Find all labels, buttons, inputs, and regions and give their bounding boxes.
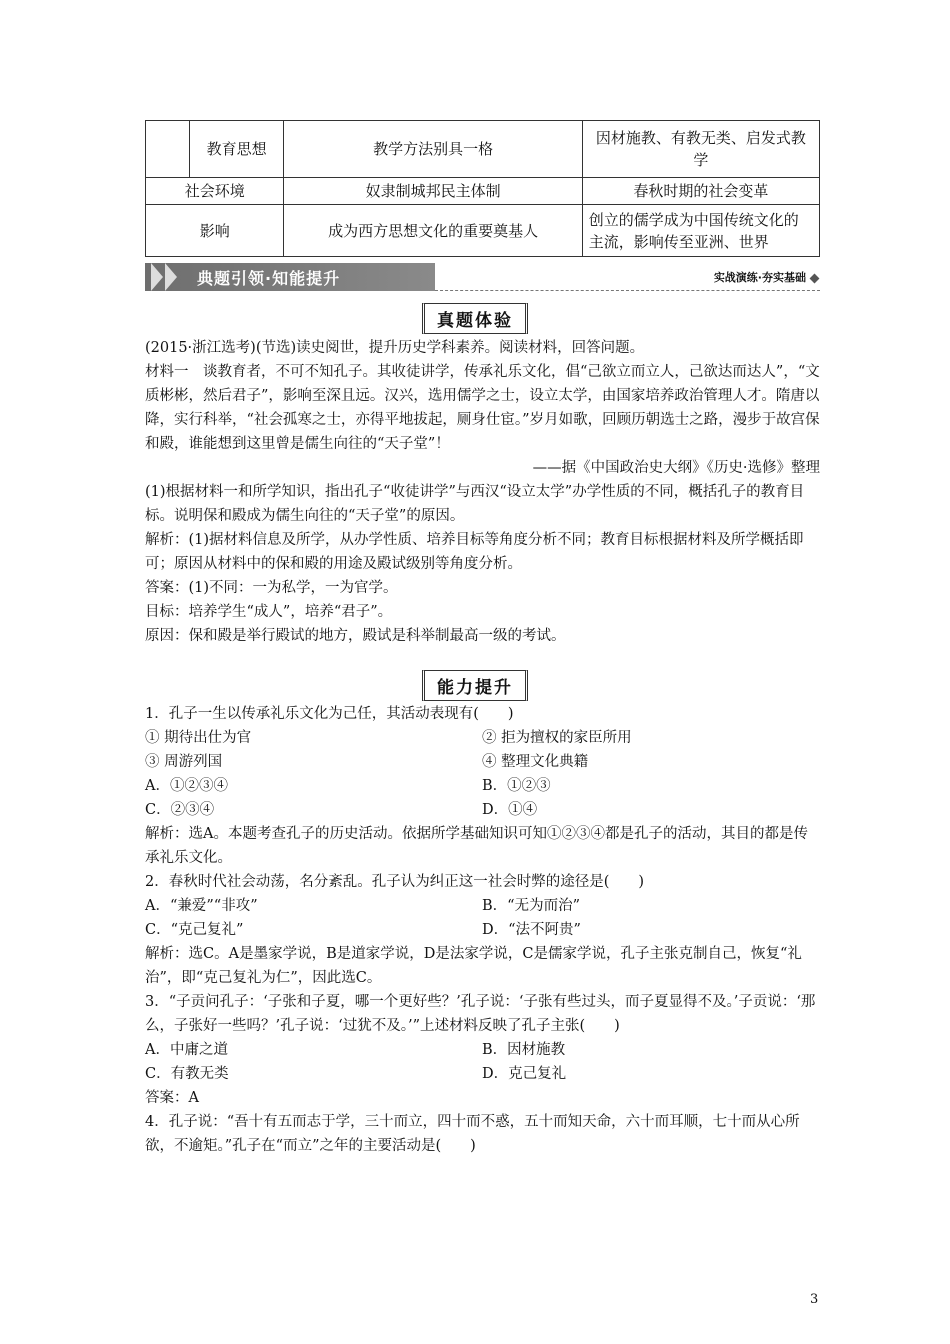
answer-text: 目标：培养学生“成人”，培养“君子”。: [145, 604, 393, 620]
table-cell: [146, 121, 190, 178]
option-a: A．中庸之道: [145, 1042, 228, 1058]
option-item: ③ 周游列国: [145, 754, 223, 770]
table-cell: 创立的儒学成为中国传统文化的主流，影响传至亚洲、世界: [582, 205, 819, 257]
option-row: [145, 894, 820, 918]
option-row: [145, 750, 820, 774]
section-heading: [0, 670, 950, 701]
table-cell: 教育思想: [189, 121, 284, 178]
table-cell: 社会环境: [146, 178, 284, 205]
table-row: [146, 205, 820, 257]
table-cell: 春秋时期的社会变革: [582, 178, 819, 205]
table-cell: 因材施教、有教无类、启发式教学: [582, 121, 819, 178]
option-b: B．因材施教: [482, 1042, 566, 1058]
section-heading: [0, 303, 950, 334]
option-c: C．②③④: [145, 802, 215, 818]
chevron-right-icon: [165, 263, 177, 291]
section-title: 能力提升: [422, 670, 528, 701]
answer-text: 原因：保和殿是举行殿试的地方，殿试是科举制最高一级的考试。: [145, 628, 566, 644]
question-stem: 3．“子贡问孔子：‘子张和子夏，哪一个更好些？’孔子说：‘子张有些过头，而子夏显得不及。’子贡说：‘那么，子张好一些吗？’孔子说：‘过犹不及。’”上述材料反映了孔子主张( ): [145, 994, 816, 1034]
answer-text: 答案：A: [145, 1090, 199, 1106]
option-item: ② 拒为擅权的家臣所用: [482, 730, 632, 746]
option-item: ① 期待出仕为官: [145, 730, 252, 746]
option-a: A．“兼爱”“非攻”: [145, 898, 258, 914]
option-row: [145, 798, 820, 822]
option-a: A．①②③④: [145, 778, 228, 794]
option-d: D．克己复礼: [482, 1066, 567, 1082]
material-source: ——据《中国政治史大纲》《历史·选修》整理: [532, 460, 820, 476]
table-cell: 教学方法别具一格: [284, 121, 582, 178]
banner-title: 典题引领·知能提升: [197, 269, 341, 288]
analysis-text: 解析：选A。本题考查孔子的历史活动。依据所学基础知识可知①②③④都是孔子的活动，其目的都是传承礼乐文化。: [145, 826, 808, 866]
question-stem: 2．春秋时代社会动荡，名分紊乱。孔子认为纠正这一社会时弊的途径是( ): [145, 874, 645, 890]
table-row: [146, 121, 820, 178]
option-row: [145, 1062, 820, 1086]
chevron-right-icon: [151, 263, 163, 291]
table-cell: 成为西方思想文化的重要奠基人: [284, 205, 582, 257]
option-b: B．①②③: [482, 778, 551, 794]
comparison-table: [145, 120, 820, 257]
option-item: ④ 整理文化典籍: [482, 754, 589, 770]
option-row: [145, 918, 820, 942]
section-banner: [145, 261, 820, 293]
question-stem: 1．孔子一生以传承礼乐文化为己任，其活动表现有( ): [145, 706, 514, 722]
question-text: (1)根据材料一和所学知识，指出孔子“收徒讲学”与西汉“设立太学”办学性质的不同，概括孔子的教育目标。说明保和殿成为儒生向往的“天子堂”的原因。: [145, 484, 805, 524]
answer-text: 答案：(1)不同：一为私学，一为官学。: [145, 580, 398, 596]
section-title: 真题体验: [422, 303, 528, 334]
analysis-text: 解析：(1)据材料信息及所学，从办学性质、培养目标等角度分析不同；教育目标根据材料及所学概括即可；原因从材料中的保和殿的用途及殿试级别等角度分析。: [145, 532, 804, 572]
option-row: [145, 726, 820, 750]
table-cell: 影响: [146, 205, 284, 257]
option-d: D．“法不阿贵”: [482, 922, 581, 938]
question-stem: 4．孔子说：“吾十有五而志于学，三十而立，四十而不惑，五十而知天命，六十而耳顺，七十而从心所欲，不逾矩。”孔子在“而立”之年的主要活动是( ): [145, 1114, 800, 1154]
option-c: C．有教无类: [145, 1066, 229, 1082]
option-b: B．“无为而治”: [482, 898, 580, 914]
table-cell: 奴隶制城邦民主体制: [284, 178, 582, 205]
practice-block: [145, 702, 820, 1158]
diamond-icon: [810, 274, 820, 284]
exam-block: [145, 336, 820, 648]
banner-subtitle: 实战演练·夯实基础: [713, 271, 806, 284]
analysis-text: 解析：选C。A是墨家学说，B是道家学说，D是法家学说，C是儒家学说，孔子主张克制自己，恢复“礼治”，即“克己复礼为仁”，因此选C。: [145, 946, 802, 986]
option-d: D．①④: [482, 802, 538, 818]
material-text: 材料一 谈教育者，不可不知孔子。其收徒讲学，传承礼乐文化，倡“己欲立而立人，己欲达而达人”，“文质彬彬，然后君子”，影响至深且远。汉兴，选用儒学之士，设立太学，由国家培养政治管理人才。隋唐以降，实行科举，“社会孤寒之士，亦得平地拔起，厕身仕宦。”岁月如歌，回顾历朝选士之路，漫步于故宫保和殿，谁能想到这里曾是儒生向往的“天子堂”！: [145, 364, 820, 452]
table-row: [146, 178, 820, 205]
option-row: [145, 1038, 820, 1062]
intro-text: (2015·浙江选考)(节选)读史阅世，提升历史学科素养。阅读材料，回答问题。: [145, 340, 645, 356]
page-number: 3: [810, 1292, 819, 1307]
option-row: [145, 774, 820, 798]
option-c: C．“克己复礼”: [145, 922, 244, 938]
divider: [435, 290, 820, 291]
